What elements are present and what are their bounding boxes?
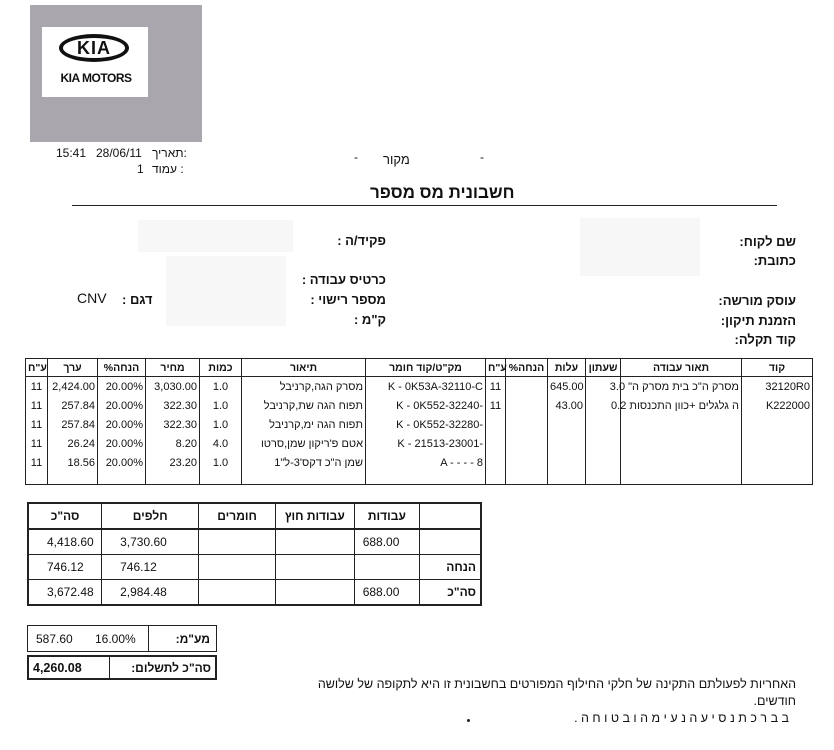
blessing-text: ב ב ר כ ת נ ס י ע ה נ ע י מ ה ו ב ט ו ח ה . [574,711,789,725]
kia-motors-text: KIA MOTORS [60,71,132,85]
warranty-months: חודשים. [753,694,796,708]
col-vat-flag: ע"ח [486,359,506,377]
item-qty: 4.0 [200,434,242,453]
item-filler-cell [742,472,813,485]
item-filler-cell [548,472,586,485]
summary-total: 3,672.48 [28,580,102,606]
item-discount-pct [506,434,548,453]
item-price: 8.20 [146,434,200,453]
item-filler-cell [98,472,146,485]
item-filler-cell [486,472,506,485]
item-desc: תפוח הגה שת,קרניבל [242,396,366,415]
item-filler-cell [48,472,98,485]
item-value: 257.84 [48,396,98,415]
date-value: 28/06/11 [96,146,142,160]
summary-total: 4,418.60 [28,529,102,555]
item-cost [548,434,586,453]
item-filler-cell [26,472,48,485]
item-code [742,453,813,472]
col-discount: %הנחה [506,359,548,377]
item-price: 322.30 [146,415,200,434]
clerk-label: פקיד/ה : [337,233,386,248]
invoice-title: חשבונית מס מספר [370,183,515,202]
title-underline [72,205,777,206]
item-hours [586,415,621,434]
summary-table [27,502,482,606]
item-qty: 1.0 [200,396,242,415]
item-desc: אטם פ'ריקון שמן,סרטו [242,434,366,453]
item-vat-flag [486,415,506,434]
item-cost: 43.00 [548,396,586,415]
work-card-label: כרטיס עבודה : [301,272,386,287]
col-vat-flag2: ע"ח [26,359,48,377]
item-discount-pct [506,415,548,434]
item-value: 257.84 [48,415,98,434]
redacted-customer [580,218,700,276]
item-part-no: A - - - - 8 [366,453,486,472]
item-vat-flag2: 11 [26,396,48,415]
item-work-desc [621,434,742,453]
item-discount2-pct: 20.00% [98,415,146,434]
item-vat-flag: 11 [486,377,506,397]
item-qty: 1.0 [200,453,242,472]
summary-row [28,529,481,555]
item-discount2-pct: 20.00% [98,396,146,415]
summary-col-parts: חלפים [102,503,199,529]
item-code: K222000 [742,396,813,415]
summary-col-materials: חומרים [199,503,276,529]
summary-row [28,580,481,606]
kia-oval-emblem [59,34,129,62]
item-desc: מסרק הגה,קרניבל [242,377,366,397]
item-vat-flag2: 11 [26,434,48,453]
item-value: 18.56 [48,453,98,472]
summary-header-row [28,503,481,529]
item-value: 2,424.00 [48,377,98,397]
item-desc: תפוח הגה ימ,קרניבל [242,415,366,434]
item-cost: 645.00 [548,377,586,397]
item-discount-pct [506,453,548,472]
item-row [26,415,813,434]
summary-work: 688.00 [354,580,419,606]
source-dash-right: - [480,150,484,164]
redacted-clerk [138,220,293,252]
page-number: 1 [137,162,144,176]
logo-panel [30,5,202,142]
summary-label [420,529,481,555]
vat-label: מע"מ: [175,632,210,646]
item-row [26,453,813,472]
summary-col-label [420,503,481,529]
item-row [26,377,813,397]
item-filler-cell [506,472,548,485]
vat-amount: 587.60 [36,632,73,646]
items-header-row [26,359,813,377]
col-value: ערך [48,359,98,377]
item-vat-flag: 11 [486,396,506,415]
col-part-no: מק"ט/קוד חומר [366,359,486,377]
col-cost: עלות [548,359,586,377]
item-vat-flag [486,453,506,472]
fault-code-label: קוד תקלה: [734,332,796,347]
summary-parts: 746.12 [102,555,199,580]
summary-parts: 2,984.48 [102,580,199,606]
model-value: CNV [77,290,107,306]
summary-col-work: עבודות [354,503,419,529]
col-code: קוד [742,359,813,377]
item-discount-pct [506,396,548,415]
items-table [25,358,813,485]
col-price: מחיר [146,359,200,377]
payment-box [27,655,217,680]
item-work-desc: מסרק ה"כ בית מסרק ה" 3.0 [621,377,742,397]
item-discount-pct [506,377,548,397]
summary-label: הנחה [420,555,481,580]
customer-name-label: שם לקוח: [739,234,796,249]
item-work-desc: ה גלגלים +כוון התכנסות 0.2 [621,396,742,415]
item-vat-flag2: 11 [26,415,48,434]
summary-external [275,580,354,606]
item-vat-flag2: 11 [26,453,48,472]
warranty-text: האחריות לפעולתם התקינה של חלקי החילוף המפורטים בחשבונית זו היא לתקופה של שלושה [317,677,796,691]
item-filler-row [26,472,813,485]
item-vat-flag [486,434,506,453]
item-part-no: K - 0K53A-32110-C [366,377,486,397]
summary-work: 688.00 [354,529,419,555]
item-qty: 1.0 [200,377,242,397]
kia-logo [42,27,148,97]
item-discount2-pct: 20.00% [98,434,146,453]
summary-external [275,529,354,555]
item-cost [548,415,586,434]
vat-rate: 16.00% [95,632,136,646]
item-filler-cell [621,472,742,485]
repair-order-label: הזמנת תיקון: [720,313,796,328]
item-cost [548,453,586,472]
payment-divider [109,657,110,678]
item-code [742,415,813,434]
summary-materials [199,555,276,580]
item-hours [586,434,621,453]
redacted-vehicle [166,256,286,326]
col-desc: תיאור [242,359,366,377]
item-value: 26.24 [48,434,98,453]
item-discount2-pct: 20.00% [98,453,146,472]
license-label: מספר רישוי : [310,292,386,307]
item-filler-cell [366,472,486,485]
summary-col-total: סה"כ [28,503,102,529]
col-qty: כמות [200,359,242,377]
summary-work [354,555,419,580]
ink-dot [467,719,470,722]
summary-total: 746.12 [28,555,102,580]
item-price: 322.30 [146,396,200,415]
vat-divider [148,626,149,651]
payment-amount: 4,260.08 [33,661,82,675]
item-code [742,434,813,453]
vat-box [27,625,217,652]
col-discount2: %הנחה [98,359,146,377]
source-dash-left: - [354,150,358,164]
item-price: 23.20 [146,453,200,472]
item-work-desc [621,453,742,472]
item-work-desc [621,415,742,434]
dealer-label: עוסק מורשה: [718,293,796,308]
customer-address-label: כתובת: [753,253,796,268]
kia-brand-text: KIA [77,38,111,58]
item-part-no: K - 21513-23001- [366,434,486,453]
item-part-no: K - 0K552-32240- [366,396,486,415]
item-code: 32120R0 [742,377,813,397]
col-hours: שעתון [586,359,621,377]
item-qty: 1.0 [200,415,242,434]
item-hours [586,453,621,472]
item-desc: שמן ה"כ דקס'3-ל"1 [242,453,366,472]
summary-external [275,555,354,580]
item-part-no: K - 0K552-32280- [366,415,486,434]
summary-row [28,555,481,580]
summary-col-external: עבודות חוץ [275,503,354,529]
time-value: 15:41 [56,146,87,160]
date-label: תאריך: [152,146,187,160]
item-row [26,434,813,453]
item-row [26,396,813,415]
item-filler-cell [146,472,200,485]
payment-label: סה"כ לתשלום: [131,661,211,675]
source-label: מקור [383,152,410,167]
model-label: דגם : [122,292,153,307]
item-filler-cell [242,472,366,485]
summary-label: סה"כ [420,580,481,606]
item-discount2-pct: 20.00% [98,377,146,397]
summary-parts: 3,730.60 [102,529,199,555]
page-label: עמוד : [152,162,184,176]
col-work-desc: תאור עבודה [621,359,742,377]
summary-materials [199,529,276,555]
item-filler-cell [200,472,242,485]
item-filler-cell [586,472,621,485]
item-price: 3,030.00 [146,377,200,397]
km-label: ק"מ : [353,312,386,327]
item-vat-flag2: 11 [26,377,48,397]
summary-materials [199,580,276,606]
